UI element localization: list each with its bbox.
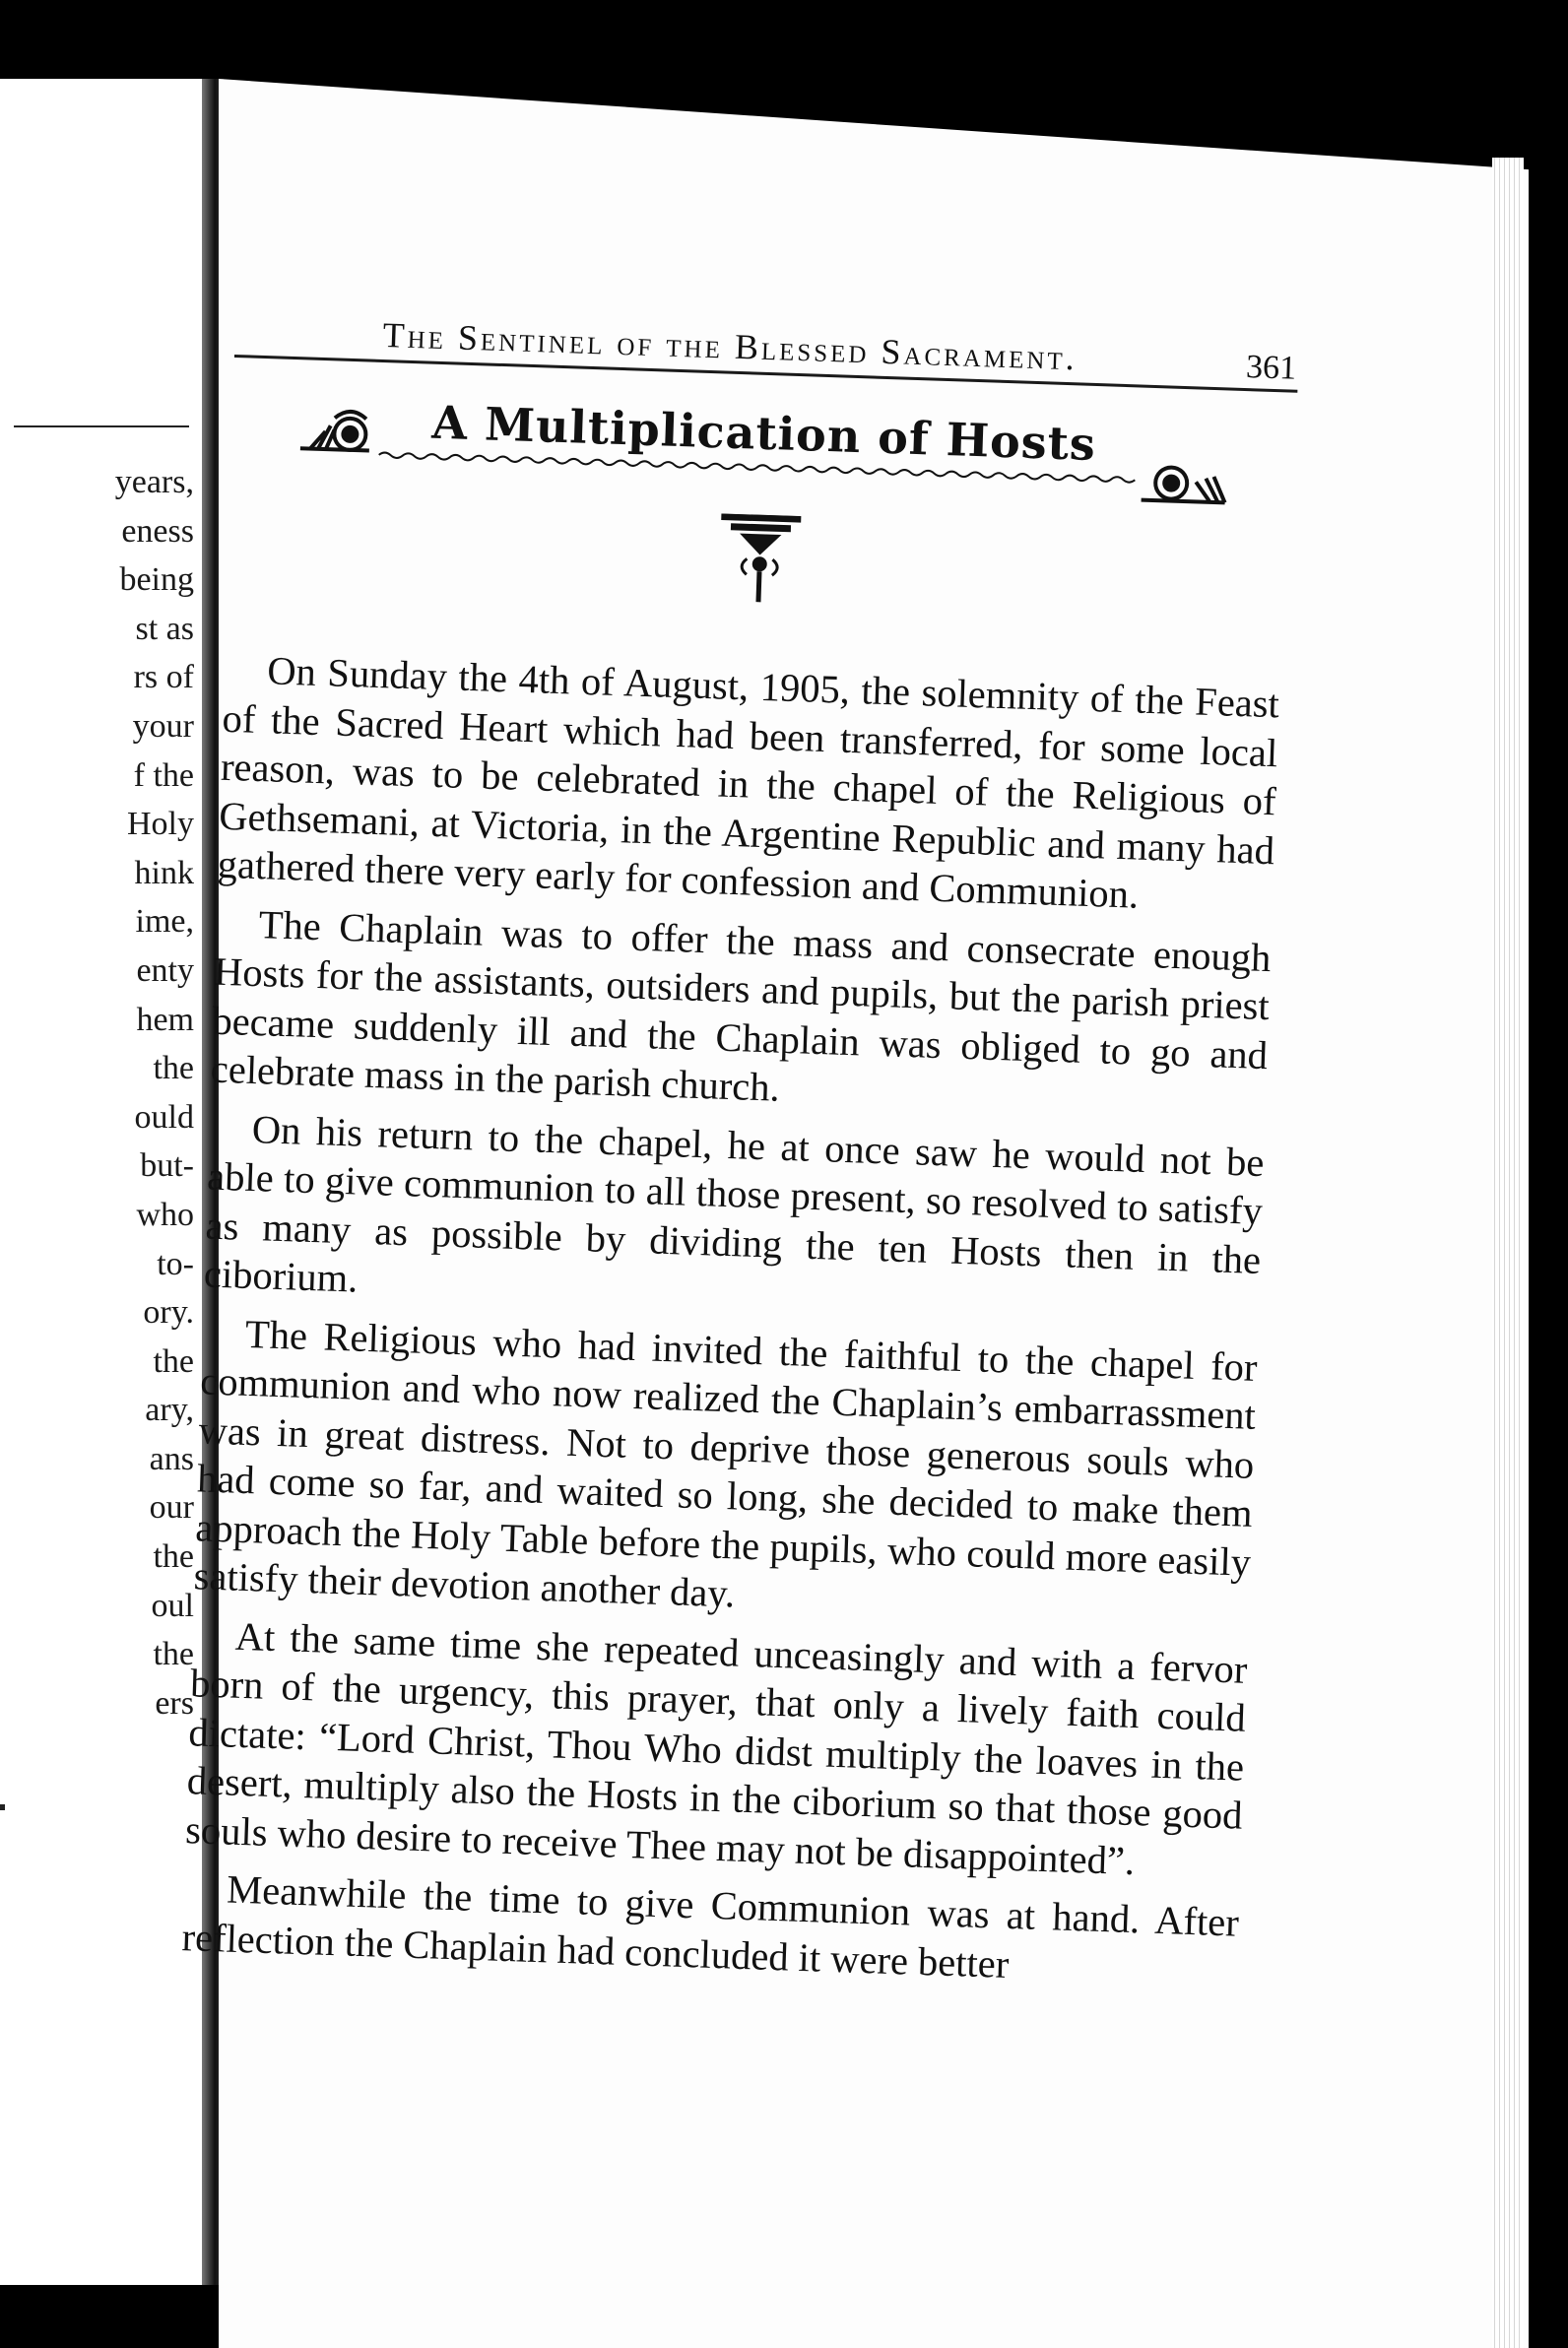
paragraph: At the same time she repeated unceasingly and with a fervor born of the urgency, this prayer, that only a lively faith could dictate: “Lord Christ, Thou Who didst multiply the loaves in the desert, multiply also the Hosts in the ciborium so that those good souls who desire to receive Thee may not be disappointed”.: [184, 1613, 1249, 1883]
left-line: Holy: [127, 806, 194, 843]
left-line: hink: [134, 854, 194, 891]
left-page-text: [0, 458, 202, 1728]
page-content: [181, 295, 1300, 2006]
left-line: the: [153, 1050, 194, 1087]
left-line: ory.: [143, 1294, 194, 1332]
left-line: st as: [135, 610, 194, 647]
left-line: hem: [136, 1001, 194, 1038]
left-line: to-: [157, 1245, 194, 1282]
paragraph: Meanwhile the time to give Communion was at hand. After reflection the Chaplain had concluded it were better: [180, 1866, 1240, 1987]
left-line: your: [132, 707, 194, 745]
page-number: 361: [1245, 349, 1297, 387]
paragraph: On Sunday the 4th of August, 1905, the solemnity of the Feast of the Sacred Heart which had been transferred, for some local reason, was to be celebrated in the chapel of the Religious of Gethsemani, at Victoria, in the Argentine Republic and many had gathered there very early for confession and Communion.: [217, 648, 1280, 917]
article-body: [181, 645, 1288, 1996]
left-line: the: [153, 1636, 194, 1673]
left-line: the: [153, 1342, 194, 1380]
running-head-title: The Sentinel of the Blessed Sacrament.: [382, 314, 1078, 378]
left-line: ers: [155, 1684, 194, 1722]
left-line: enty: [136, 951, 194, 989]
left-page-mark: [0, 1804, 5, 1810]
left-line: our: [149, 1489, 194, 1527]
left-line: but-: [140, 1147, 194, 1185]
paragraph: The Religious who had invited the faithful to the chapel for communion and who now realized the Chaplain’s embarrassment was in great distress. Not to deprive those generous souls who had come so far, and waited so long, she decided to make them approach the Holy Table before the pupils, who could more easily satisfy their devotion another day.: [193, 1311, 1259, 1616]
page-edges: [1492, 158, 1524, 2348]
left-page-rule: [14, 425, 189, 427]
paragraph: The Chaplain was to offer the mass and consecrate enough Hosts for the assistants, outsiders and pupils, but the parish priest became suddenly ill and the Chaplain was obliged to go and celebrate mass in the parish church.: [210, 901, 1273, 1110]
left-line: f the: [133, 756, 194, 794]
left-scroll-ornament: [300, 410, 370, 450]
left-line: ime,: [135, 903, 194, 941]
left-facing-page: [0, 79, 202, 2285]
paragraph: On his return to the chapel, he at once saw he would not be able to give communion to all those present, so resolved to satisfy as many as possible by dividing the ten Hosts then in the ciborium.: [203, 1106, 1266, 1301]
left-line: years,: [114, 464, 194, 500]
left-line: being: [119, 561, 194, 599]
left-line: ould: [134, 1098, 194, 1136]
left-line: ary,: [145, 1392, 194, 1429]
left-line: rs of: [133, 659, 194, 696]
left-line: eness: [121, 512, 194, 550]
article-title: A Multiplication of Hosts: [430, 395, 1097, 472]
left-line: ans: [149, 1440, 194, 1477]
left-line: the: [153, 1538, 194, 1576]
left-line: who: [136, 1196, 194, 1233]
left-line: oul: [151, 1587, 194, 1624]
